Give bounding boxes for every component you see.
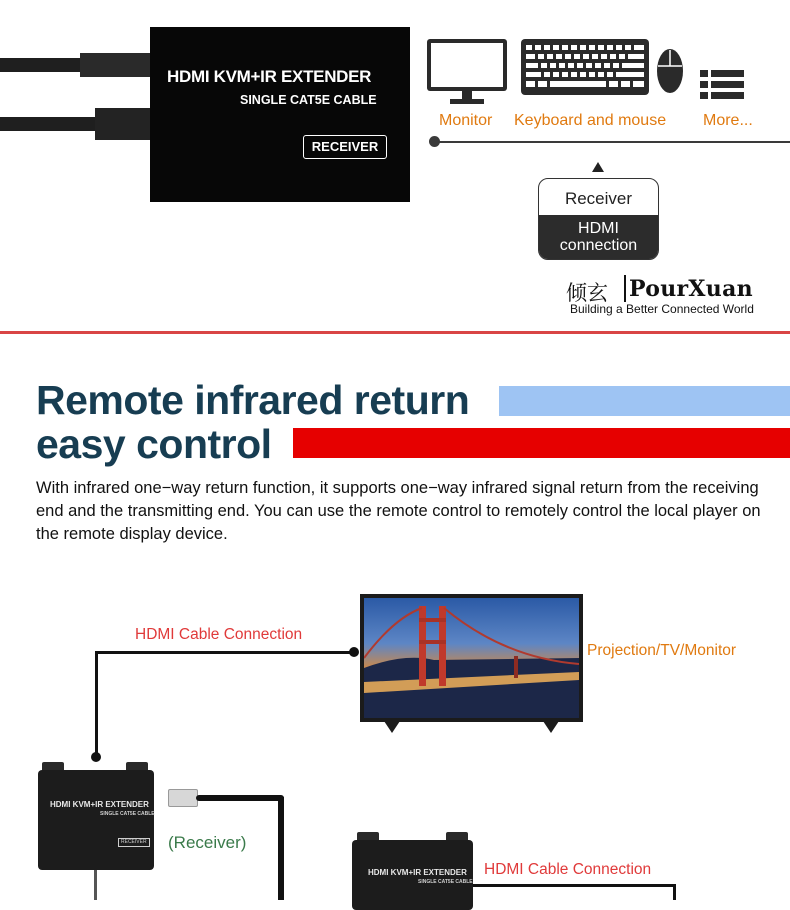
transmitter-box-subtitle-text: SINGLE CAT5E CABLE [418, 879, 473, 885]
monitor-label: Monitor [439, 112, 493, 129]
receiver-box-title: Receiver [564, 189, 633, 208]
brand-name: PourXuan [629, 276, 753, 302]
heading-line2: easy control [36, 421, 272, 467]
keyboard-icon [521, 39, 649, 95]
accent-bar-blue [499, 386, 790, 416]
connector-lower [95, 108, 152, 140]
tv-label: Projection/TV/Monitor [587, 642, 737, 659]
tv-leg-right [543, 721, 559, 733]
hdmi-connection-label-top: HDMI Cable Connection [135, 626, 303, 643]
section-description: With infrared one−way return function, it supports one−way infrared signal return from the receiving end and the transmitting end. You can use the remote control to remotely control the local player on the remote display device. [36, 479, 761, 543]
ethernet-cable-vertical [278, 797, 284, 900]
bridge-image [364, 598, 579, 718]
tv-leg-left [384, 721, 400, 733]
brand-divider [624, 275, 626, 302]
tv-screen-image [364, 598, 579, 718]
device-subtitle: SINGLE CAT5E CABLE [240, 93, 377, 107]
keyboard-mouse-label: Keyboard and mouse [514, 112, 667, 129]
brand-tagline: Building a Better Connected World [570, 302, 754, 316]
hdmi-wire-horizontal [95, 651, 355, 654]
receiver-box-line1: HDMI [578, 220, 619, 237]
transmitter-box-title-text: HDMI KVM+IR EXTENDER [368, 868, 467, 877]
more-label: More... [703, 112, 753, 129]
mouse-icon [656, 48, 684, 94]
hdmi-wire-vertical [95, 651, 98, 756]
receiver-box-subtitle [539, 215, 658, 259]
accent-bar-red [293, 428, 790, 458]
connector-upper [80, 53, 152, 77]
section-divider [0, 331, 790, 334]
list-icon [700, 70, 745, 100]
ethernet-cable-horizontal [196, 795, 284, 801]
hdmi-connection-label-bottom: HDMI Cable Connection [484, 861, 652, 878]
connection-line [434, 141, 790, 143]
connection-dot [429, 136, 440, 147]
device-title: HDMI KVM+IR EXTENDER [167, 67, 372, 86]
brand-chinese: 倾玄 [566, 281, 608, 305]
receiver-box-device [38, 770, 154, 870]
receiver-box-badge: RECEIVER [118, 838, 150, 847]
monitor-icon [426, 38, 508, 106]
receiver-box-title-text: HDMI KVM+IR EXTENDER [50, 800, 149, 809]
receiver-bottom-cable [94, 870, 97, 900]
receiver-device-photo [150, 27, 410, 202]
receiver-info-box [538, 178, 659, 260]
device-receiver-badge: RECEIVER [303, 135, 387, 159]
receiver-label: (Receiver) [168, 833, 247, 852]
receiver-box-subtitle-text: SINGLE CAT5E CABLE [100, 811, 155, 817]
receiver-box-line2: connection [559, 237, 638, 254]
hdmi-wire-bottom-vertical [673, 884, 676, 900]
ethernet-plug [168, 789, 198, 807]
hdmi-wire-node-tv [349, 647, 359, 657]
hdmi-wire-bottom-horizontal [473, 884, 676, 887]
hdmi-wire-node-receiver [91, 752, 101, 762]
heading-line1: Remote infrared return [36, 377, 470, 423]
arrow-up-icon [592, 162, 604, 172]
